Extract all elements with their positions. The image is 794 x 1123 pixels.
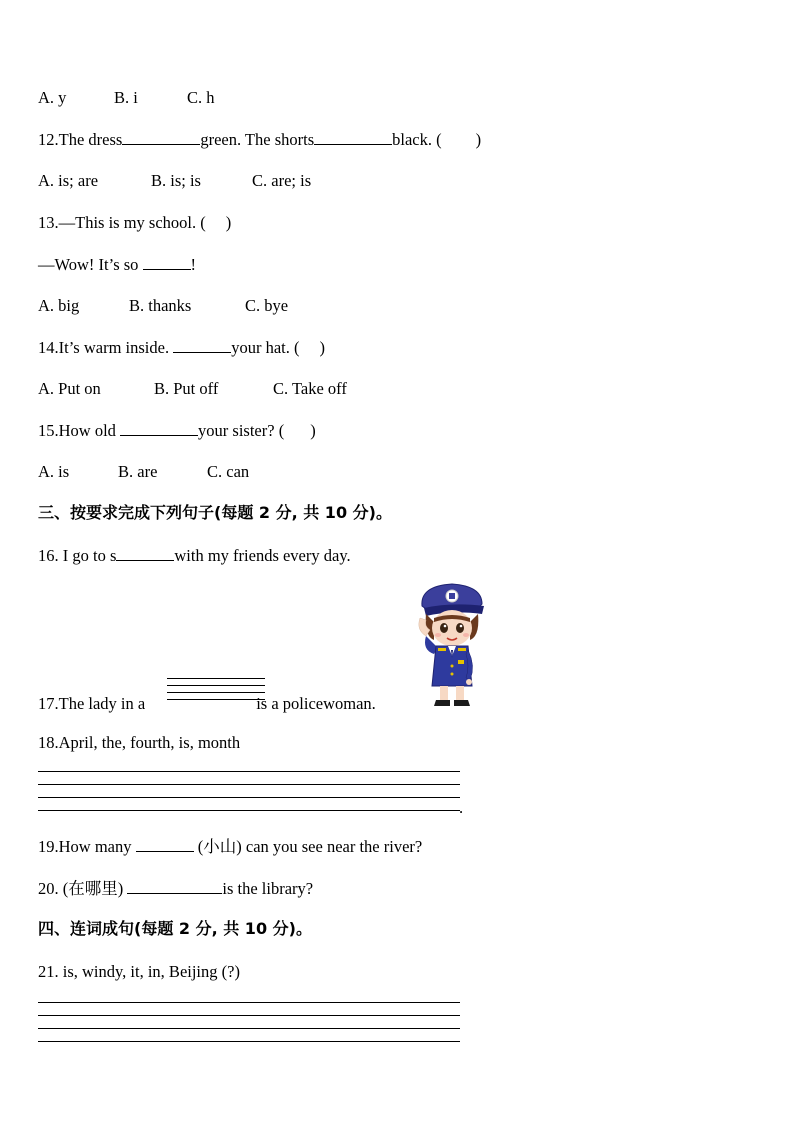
q21-writing-line-3[interactable]: [38, 1028, 460, 1029]
q17-stem: [38, 694, 376, 714]
q18-writing-line-1[interactable]: [38, 771, 460, 772]
q15-option-b: B. are: [118, 462, 158, 481]
q17-text-pre: 17.The lady in a: [38, 694, 146, 713]
q12-blank-1[interactable]: [122, 130, 200, 145]
q20-blank[interactable]: [127, 879, 222, 894]
q13-text-2-pre: —Wow! It’s so: [38, 255, 139, 274]
q16-text-post: with my friends every day.: [174, 546, 351, 565]
q16-stem: [38, 546, 351, 566]
q17-text-post: is a policewoman.: [256, 694, 376, 713]
q21-stem: 21. is, windy, it, in, Beijing (?): [38, 962, 240, 981]
q14-paren-close: ): [319, 338, 325, 357]
q18-writing-line-2[interactable]: [38, 784, 460, 785]
q14-option-c: C. Take off: [273, 379, 347, 398]
q19-stem: [38, 837, 422, 857]
section-3-heading: 三、按要求完成下列句子(每题 2 分, 共 10 分)。: [38, 503, 392, 522]
q12-option-a: A. is; are: [38, 171, 99, 190]
policewoman-icon: [412, 578, 490, 710]
q13-line-1: [38, 213, 231, 233]
q15-option-c: C. can: [207, 462, 250, 481]
q12-option-b: B. is; is: [151, 171, 201, 190]
q14-options: [38, 379, 347, 399]
q12-paren-close: ): [475, 130, 482, 149]
q19-text-pre: 19.How many: [38, 837, 132, 856]
q13-options: [38, 296, 288, 316]
q12-text-pre: 12.The dress: [38, 130, 123, 149]
q13-paren-close: ): [225, 213, 232, 232]
q14-blank[interactable]: [173, 338, 231, 353]
section-4-heading: 四、连词成句(每题 2 分, 共 10 分)。: [38, 919, 312, 938]
q11-option-a: A. y: [38, 88, 67, 107]
q11-option-b: B. i: [114, 88, 138, 107]
q11-options: [38, 88, 215, 108]
q13-text-2-post: !: [190, 255, 197, 274]
q13-blank[interactable]: [143, 255, 191, 270]
q16-blank[interactable]: [116, 546, 174, 561]
q20-stem: [38, 879, 313, 899]
q15-option-a: A. is: [38, 462, 70, 481]
q12-text-post: black. (: [392, 130, 442, 149]
q13-option-b: B. thanks: [129, 296, 192, 315]
q15-text-post: your sister? (: [198, 421, 285, 440]
q13-text-1: 13.—This is my school. (: [38, 213, 206, 232]
q14-option-b: B. Put off: [154, 379, 219, 398]
q19-text-post: (小山) can you see near the river?: [197, 837, 423, 856]
q14-option-a: A. Put on: [38, 379, 101, 398]
q14-text-pre: 14.It’s warm inside.: [38, 338, 170, 357]
q13-option-c: C. bye: [245, 296, 289, 315]
q15-stem: [38, 421, 316, 441]
q12-text-mid: green. The shorts: [200, 130, 315, 149]
q20-text-pre: 20. (在哪里): [38, 879, 124, 898]
q20-text-post: is the library?: [222, 879, 314, 898]
q12-blank-2[interactable]: [314, 130, 392, 145]
q21-writing-line-1[interactable]: [38, 1002, 460, 1003]
q13-line-2: [38, 255, 196, 275]
q13-option-a: A. big: [38, 296, 80, 315]
q19-blank[interactable]: [136, 837, 194, 852]
q12-stem: [38, 130, 481, 150]
q15-text-pre: 15.How old: [38, 421, 116, 440]
q18-writing-line-4[interactable]: [38, 810, 460, 811]
q14-text-post: your hat. (: [231, 338, 300, 357]
q18-writing-line-3[interactable]: [38, 797, 460, 798]
q18-period: .: [459, 798, 464, 817]
q15-paren-close: ): [310, 421, 316, 440]
q21-writing-line-2[interactable]: [38, 1015, 460, 1016]
q21-writing-line-4[interactable]: [38, 1041, 460, 1042]
q16-text-pre: 16. I go to s: [38, 546, 117, 565]
q14-stem: [38, 338, 325, 358]
q12-options: [38, 171, 311, 191]
q11-option-c: C. h: [187, 88, 215, 107]
q12-option-c: C. are; is: [252, 171, 312, 190]
q18-stem: 18.April, the, fourth, is, month: [38, 733, 241, 752]
q15-options: [38, 462, 249, 482]
q15-blank[interactable]: [120, 421, 198, 436]
